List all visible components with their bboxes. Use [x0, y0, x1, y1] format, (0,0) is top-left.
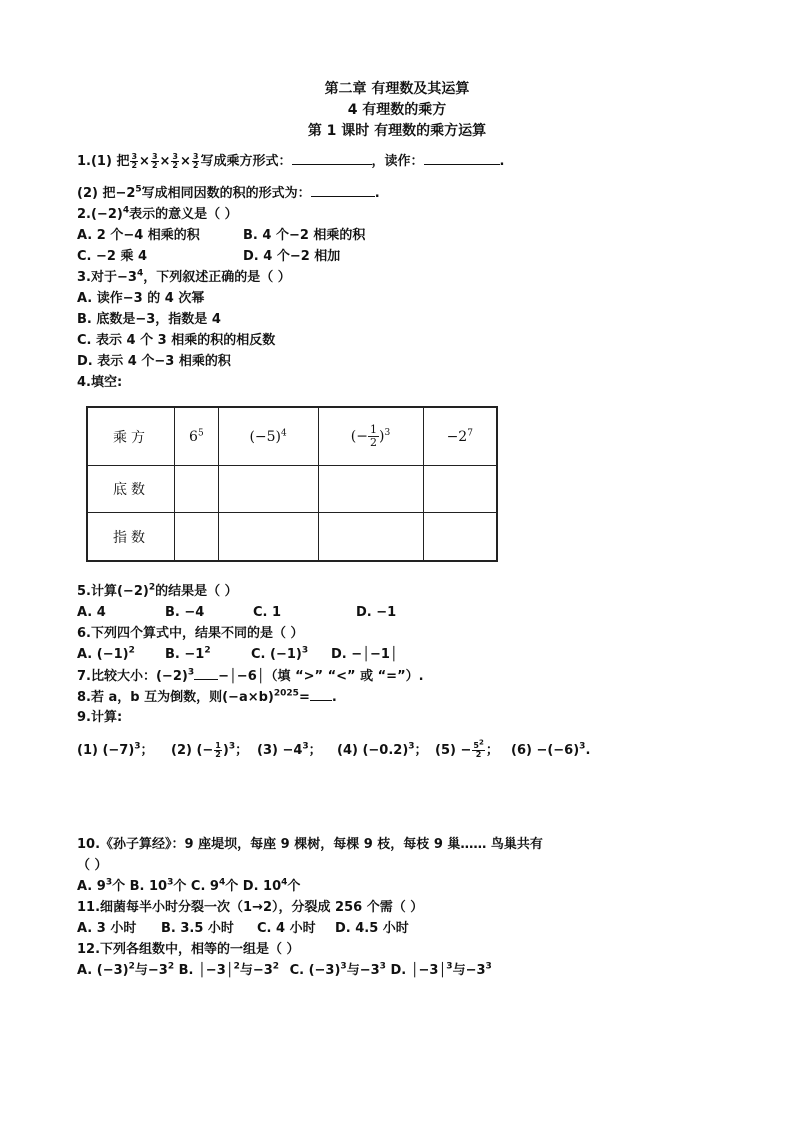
- base-answer-cell[interactable]: [423, 466, 497, 513]
- power-cell-3: (− $\frac{1}{2}$ )$^3$: [318, 407, 423, 466]
- option-b[interactable]: B. $10^3$个: [129, 877, 187, 894]
- question-10-stem: 10.《孙子算经》：9 座堤坝，每座 9 棵树，每棵 9 枝，每枝 9 巢…… 鸟巢共有: [77, 837, 543, 852]
- option-c[interactable]: C. 表示 4 个 3 相乘的积的相反数: [77, 333, 276, 348]
- option-c[interactable]: C. 1: [253, 605, 282, 620]
- option-d[interactable]: D. −│−1│: [331, 647, 398, 662]
- question-12-stem: 12.下列各组数中，相等的一组是（ ）: [77, 942, 300, 957]
- option-d[interactable]: D. −1: [356, 605, 397, 620]
- exponent-answer-cell[interactable]: [318, 513, 423, 561]
- fraction: $\frac{3}{2}$: [151, 152, 158, 170]
- row-label-exponent: 指数: [87, 513, 175, 561]
- question-10-paren: （ ）: [77, 858, 108, 873]
- row-label-base: 底数: [87, 466, 175, 513]
- row-label-power: 乘方: [87, 407, 175, 466]
- option-c[interactable]: C. $9^4$个: [190, 877, 239, 894]
- part-6: $(6) -(-6)^3$.: [511, 741, 591, 758]
- fill-in-table: [86, 406, 498, 562]
- exponent-answer-cell[interactable]: [218, 513, 318, 561]
- option-a[interactable]: A. $(-3)^2$与$-3^2$: [77, 961, 175, 978]
- question-9-stem: 9.计算:: [77, 710, 123, 725]
- question-2-options-row-1: [77, 227, 365, 245]
- option-a[interactable]: A. 2 个−4 相乘的积: [77, 228, 200, 243]
- base-answer-cell[interactable]: [218, 466, 318, 513]
- fraction: $\frac{3}{2}$: [172, 152, 178, 170]
- option-d[interactable]: D. │−3│$^3$与$-3^3$: [390, 961, 492, 978]
- section-title: 4 有理数的乘方: [347, 102, 447, 118]
- option-c[interactable]: C. $(-1)^3$: [251, 645, 309, 662]
- option-b[interactable]: B. │−3│$^2$与$-3^2$: [178, 961, 280, 978]
- question-11-options: [77, 920, 409, 938]
- question-3-stem: 3.对于$-3^4$，下列叙述正确的是（ ）: [77, 268, 291, 285]
- part-4: (4) $(-0.2)^3$；: [337, 741, 428, 758]
- question-11-stem: 11.细菌每半小时分裂一次（1→2），分裂成 256 个需（ ）: [77, 900, 424, 915]
- question-10-options: [77, 878, 300, 896]
- lesson-title: 第 1 课时 有理数的乘方运算: [307, 123, 487, 139]
- power-cell-1: $6^5$: [175, 407, 219, 466]
- option-b[interactable]: B. −4: [165, 605, 205, 620]
- chapter-title: 第二章 有理数及其运算: [324, 81, 470, 97]
- question-8: 8.若 a，b 互为倒数，则$(-a\times b)^{2025}=$ .: [77, 688, 337, 705]
- option-a[interactable]: A. 4: [77, 605, 106, 620]
- base-answer-cell[interactable]: [318, 466, 423, 513]
- question-6-options: [77, 646, 398, 664]
- base-answer-cell[interactable]: [175, 466, 219, 513]
- option-d[interactable]: D. 4.5 小时: [335, 921, 409, 936]
- question-1-part-2: (2) 把$-2^5$写成相同因数的积的形式为： .: [77, 184, 380, 201]
- exponent-answer-cell[interactable]: [423, 513, 497, 561]
- question-9-parts: [77, 738, 591, 760]
- fraction: $\frac{3}{2}$: [131, 152, 138, 170]
- option-b[interactable]: B. 3.5 小时: [161, 921, 234, 936]
- option-b[interactable]: B. 4 个−2 相乘的积: [243, 228, 366, 243]
- option-d[interactable]: D. 表示 4 个−3 相乘的积: [77, 354, 231, 369]
- option-d[interactable]: D. 4 个−2 相加: [243, 249, 341, 264]
- question-4-stem: 4.填空:: [77, 375, 123, 390]
- question-12-options: [77, 962, 492, 980]
- answer-blank[interactable]: [424, 152, 500, 165]
- question-2-options-row-2: [77, 248, 340, 266]
- exponent-answer-cell[interactable]: [175, 513, 219, 561]
- fraction: $\frac{3}{2}$: [192, 152, 199, 170]
- answer-blank[interactable]: [292, 152, 372, 165]
- option-b[interactable]: B. $-1^2$: [165, 645, 211, 662]
- question-5-options: [77, 604, 396, 622]
- option-c[interactable]: C. −2 乘 4: [77, 249, 148, 264]
- option-a[interactable]: A. 3 小时: [77, 921, 137, 936]
- power-cell-2: $(-5)^4$: [218, 407, 318, 466]
- option-a[interactable]: A. 读作−3 的 4 次幂: [77, 291, 205, 306]
- question-7: 7.比较大小：$(-2)^3$ −│−6│（填 “>” “<” 或 “=”）.: [77, 667, 424, 684]
- power-cell-4: $-2^7$: [423, 407, 497, 466]
- option-b[interactable]: B. 底数是−3，指数是 4: [77, 312, 221, 327]
- part-2: (2) (− $\frac{1}{2}$ )$^3$；: [171, 741, 249, 759]
- answer-blank[interactable]: [194, 667, 218, 680]
- answer-blank[interactable]: [311, 184, 375, 197]
- option-a[interactable]: A. $(-1)^2$: [77, 645, 135, 662]
- option-c[interactable]: C. $(-3)^3$与$-3^3$: [289, 961, 386, 978]
- part-3: $(3) -4^3$；: [257, 741, 322, 758]
- question-6-stem: 6.下列四个算式中，结果不同的是（ ）: [77, 626, 304, 641]
- part-5: (5) − $\frac{5^2}{2}$ ；: [435, 738, 499, 759]
- question-2-stem: $2.(-2)^4$表示的意义是（ ）: [77, 205, 238, 222]
- answer-blank[interactable]: [310, 688, 332, 701]
- option-a[interactable]: A. $9^3$个: [77, 877, 126, 894]
- option-d[interactable]: D. $10^4$个: [242, 877, 301, 894]
- question-5-stem: 5.计算$(-2)^2$的结果是（ ）: [77, 582, 238, 599]
- part-1: (1) $(-7)^3$；: [77, 741, 154, 758]
- option-c[interactable]: C. 4 小时: [257, 921, 316, 936]
- question-1-part-1: 1.(1) 把 $\frac{3}{2}$ × $\frac{3}{2}$ × $\frac{3}{2}$ × $\frac{3}{2}$ 写成乘方形式： ，读作： .: [77, 152, 505, 170]
